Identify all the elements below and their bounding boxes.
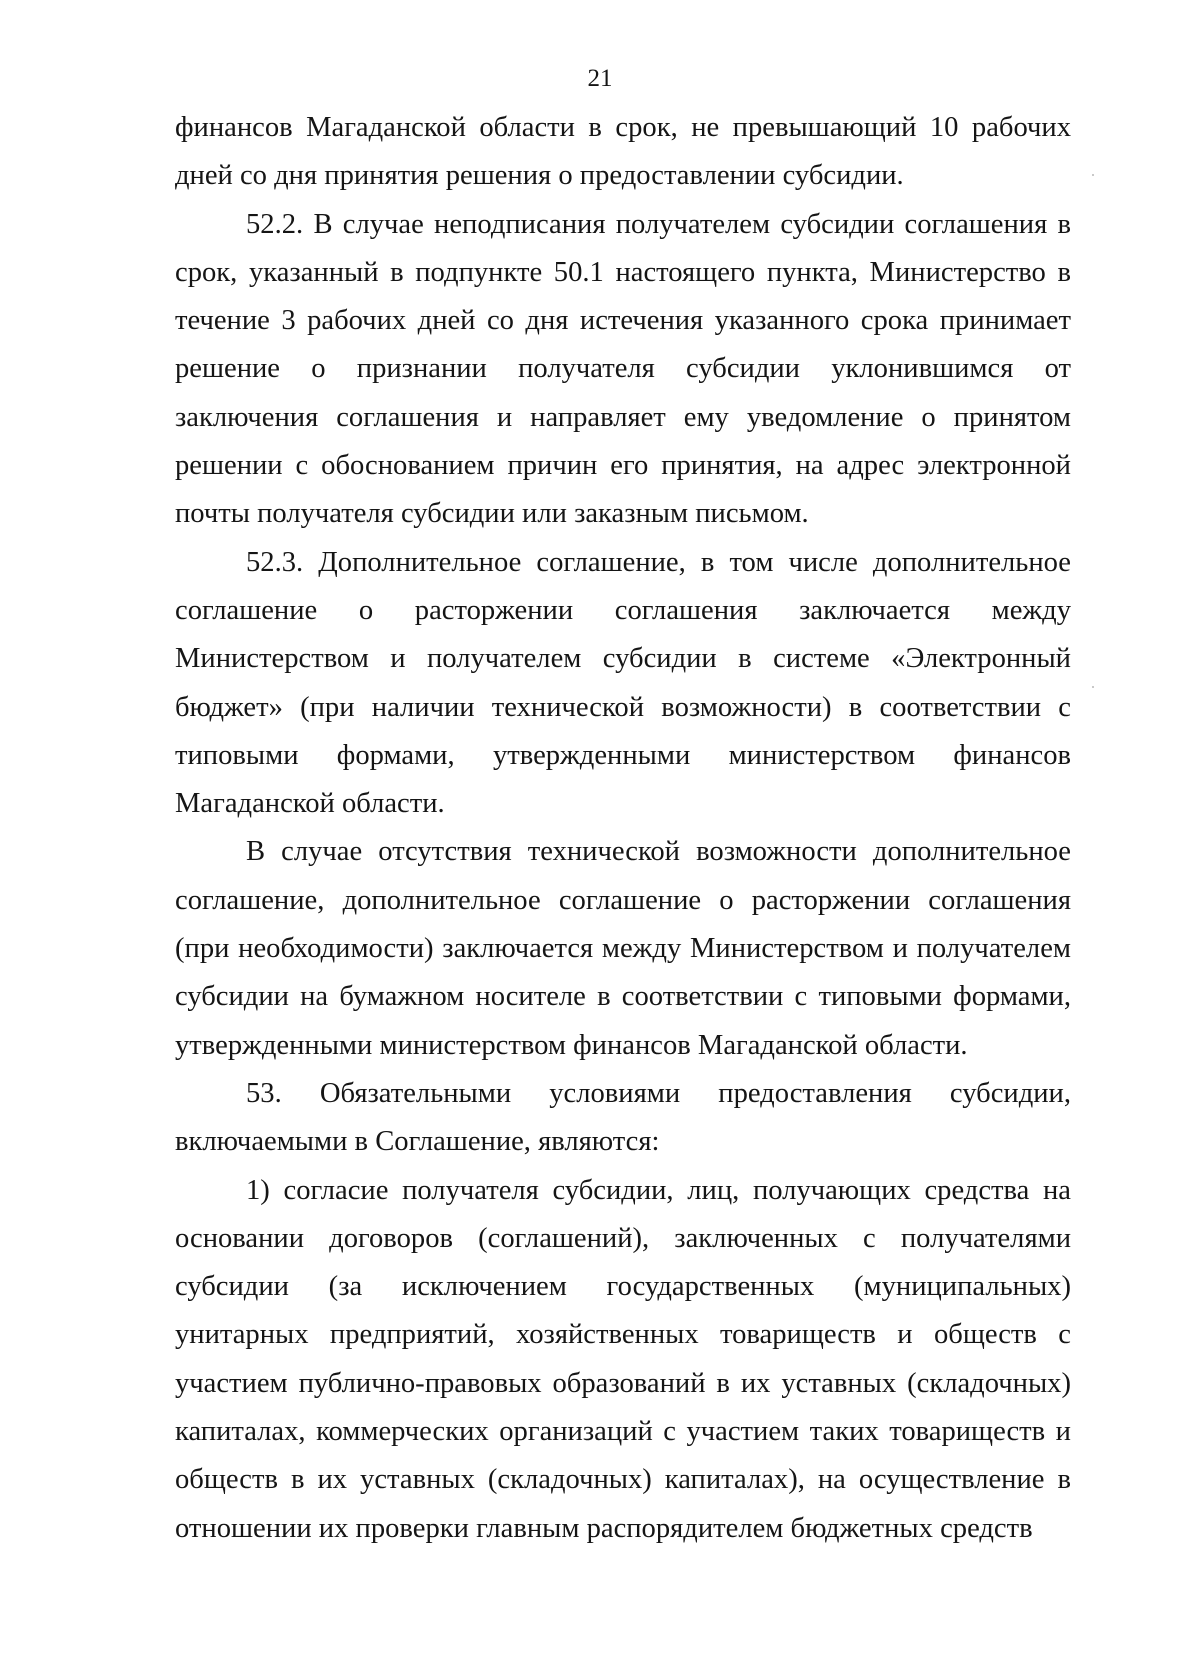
scan-speck	[1092, 686, 1094, 688]
paragraph-continuation: финансов Магаданской области в срок, не превышающий 10 рабочих дней со дня принятия решения о предоставлении субсидии.	[175, 112, 1071, 192]
paragraph-52-2: 52.2. В случае неподписания получателем субсидии соглашения в срок, указанный в подпункте 50.1 настоящего пункта, Министерство в течение 3 рабочих дней со дня истечения указанного срока принимает решение о признании получателя субсидии уклонившимся от заключения соглашения и направляет ему уведомление о принятом решении с обоснованием причин его принятия, на адрес электронной почты получателя субсидии или заказным письмом.	[175, 208, 1071, 530]
paragraph-53-item-1: 1) согласие получателя субсидии, лиц, получающих средства на основании договоров (соглашений), заключенных с получателями субсидии (за исключением государственных (муниципальных) унитарных предприятий, хозяйственных товариществ и обществ с участием публично-правовых образований в их уставных (складочных) капиталах, коммерческих организаций с участием таких товариществ и обществ в их уставных (складочных) капиталах), на осуществление в отношении их проверки главным распорядителем бюджетных средств	[175, 1174, 1071, 1544]
paragraph-no-technical-possibility: В случае отсутствия технической возможности дополнительное соглашение, дополнительное соглашение о расторжении соглашения (при необходимости) заключается между Министерством и получателем субсидии на бумажном носителе в соответствии с типовыми формами, утвержденными министерством финансов Магаданской области.	[175, 836, 1071, 1061]
document-body	[175, 104, 1071, 1553]
paragraph-53: 53. Обязательными условиями предоставления субсидии, включаемыми в Соглашение, являются:	[175, 1077, 1071, 1158]
scan-speck	[1092, 174, 1094, 176]
page-number: 21	[587, 65, 613, 92]
paragraph-52-3: 52.3. Дополнительное соглашение, в том числе дополнительное соглашение о расторжении соглашения заключается между Министерством и получателем субсидии в системе «Электронный бюджет» (при наличии технической возможности) в соответствии с типовыми формами, утвержденными министерством финансов Магаданской области.	[175, 546, 1071, 820]
